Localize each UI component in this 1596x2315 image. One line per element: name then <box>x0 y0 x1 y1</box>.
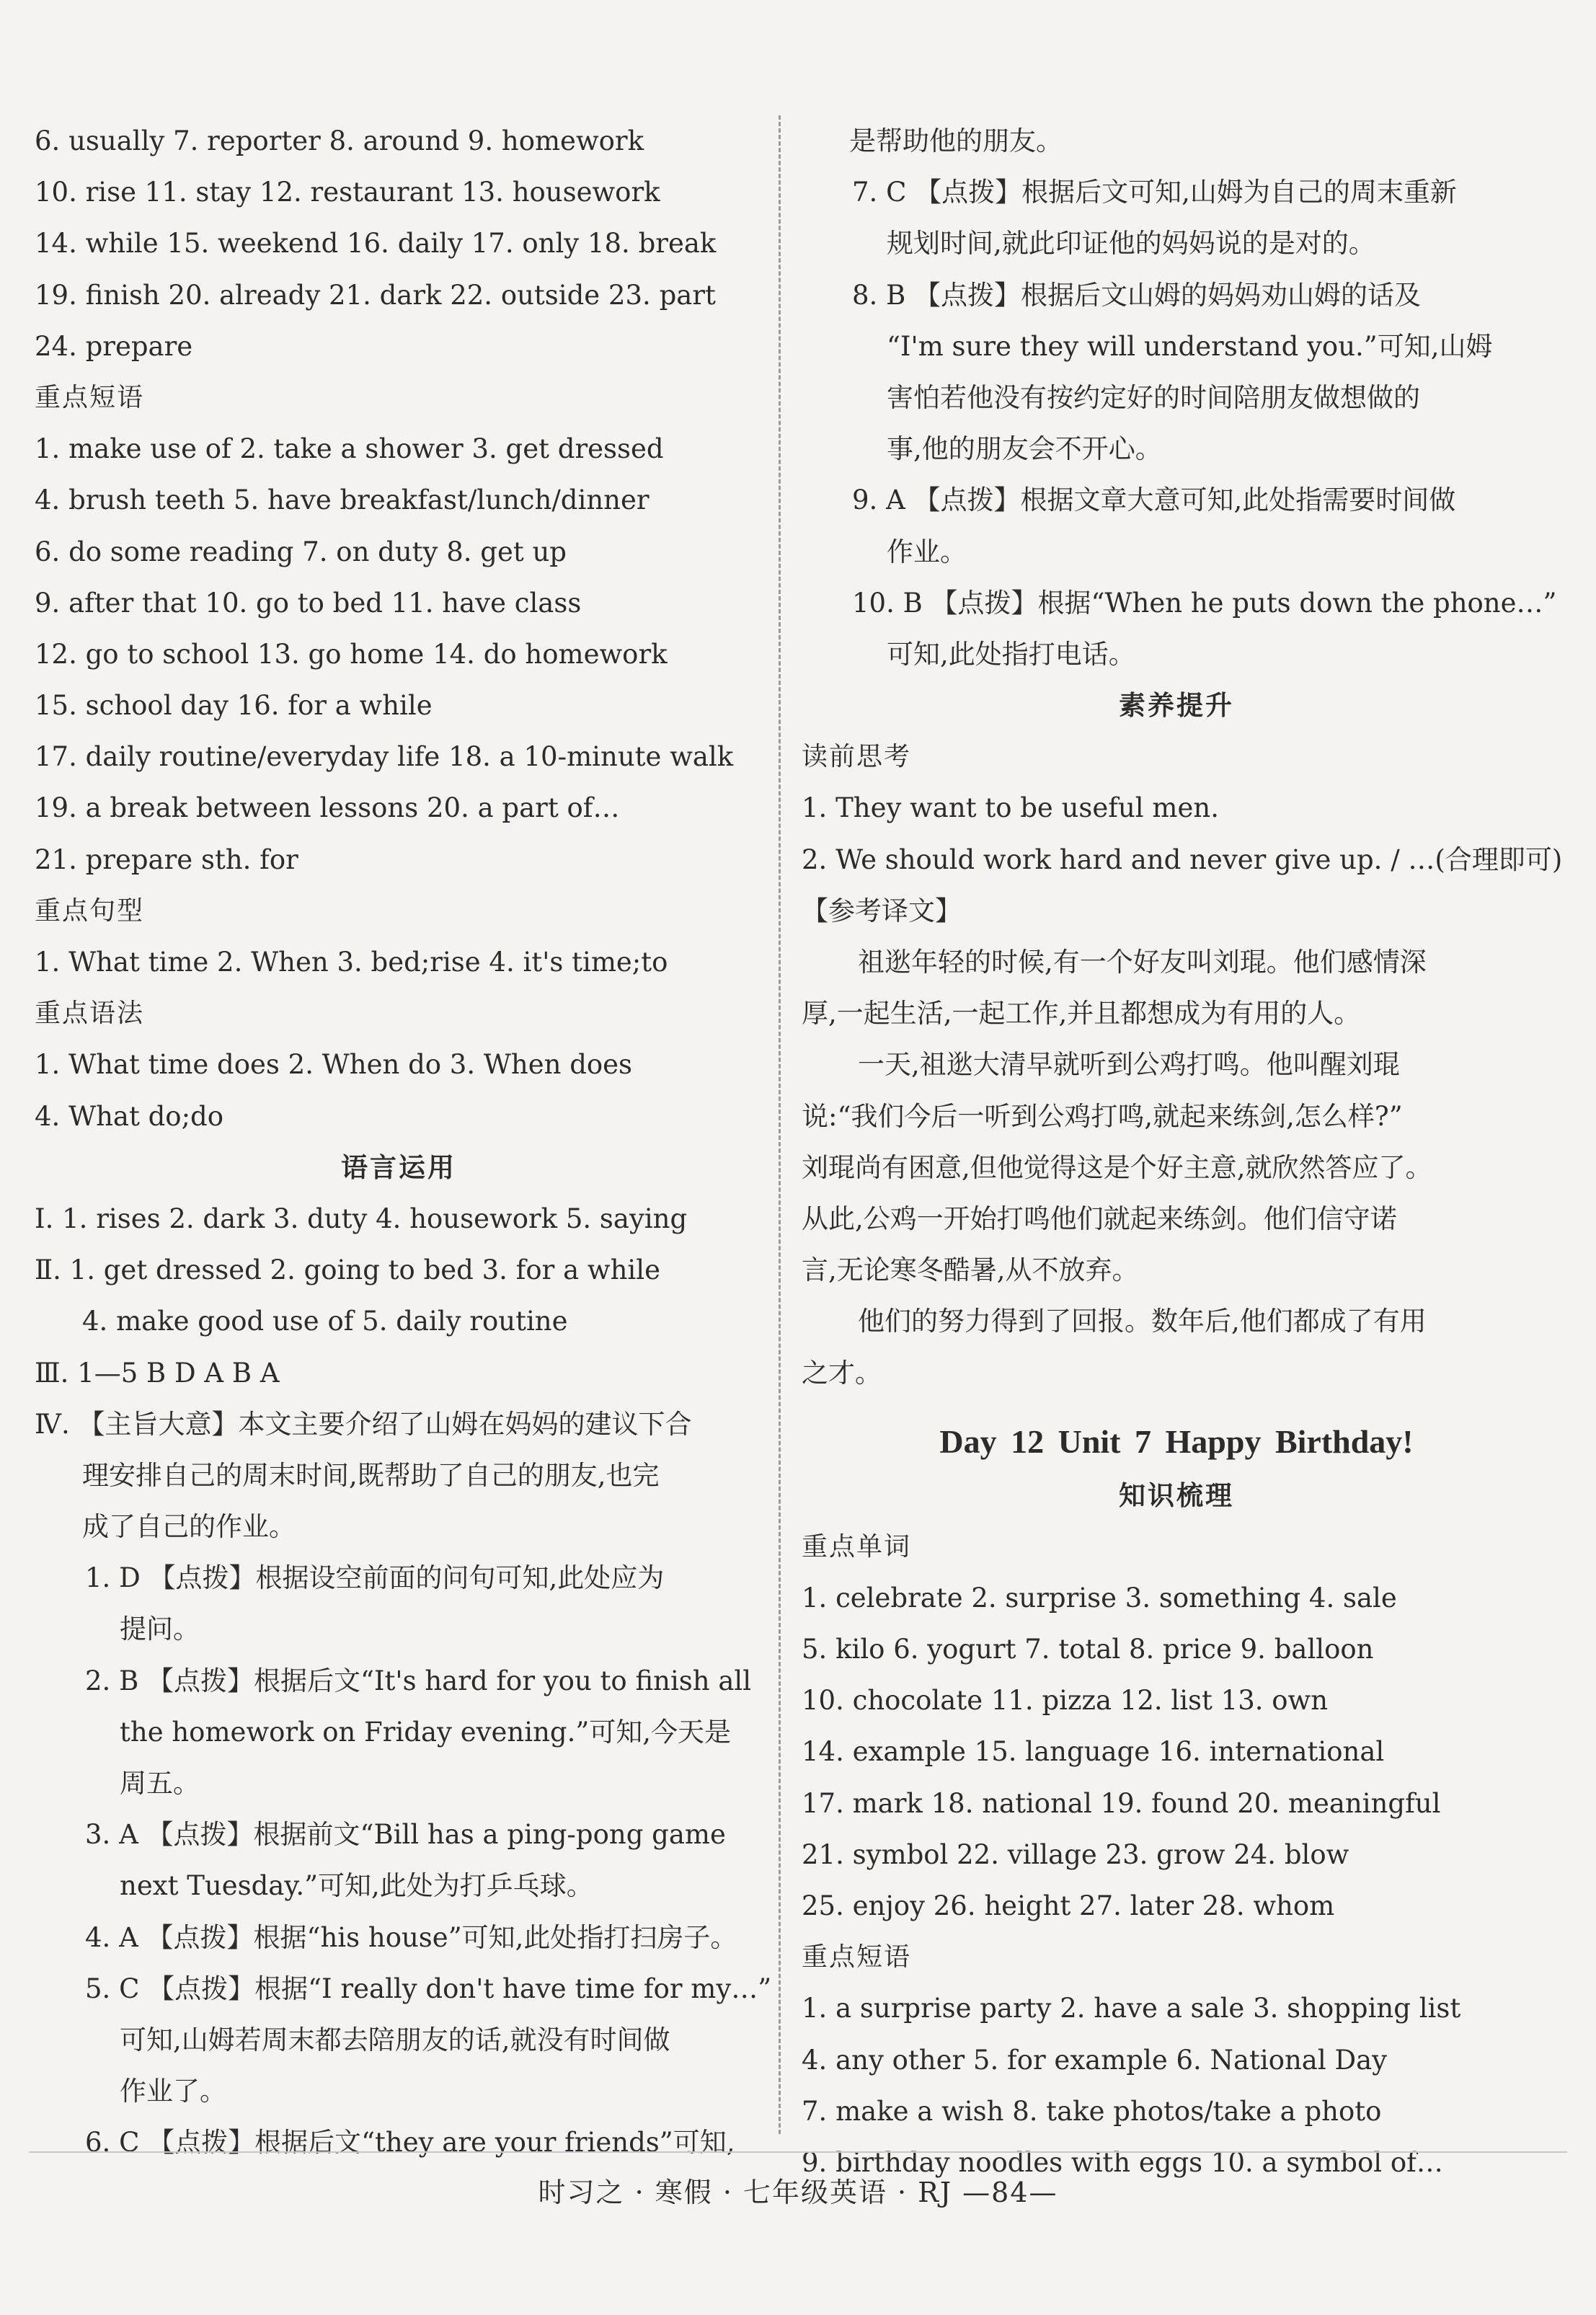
answer-line: “I'm sure they will understand you.”可知,山姆 <box>887 330 1493 362</box>
answer-line: 14. while 15. weekend 16. daily 17. only 18. break <box>35 228 717 260</box>
answer-line: 21. prepare sth. for <box>35 844 298 875</box>
section-heading: 语言运用 <box>341 1151 456 1183</box>
column-divider <box>779 115 781 2134</box>
paragraph-start: 他们的努力得到了回报。数年后,他们都成了有用 <box>858 1306 1427 1337</box>
answer-line: 从此,公鸡一开始打鸣他们就起来练剑。他们信守诺 <box>802 1203 1397 1234</box>
answer-line: 4. brush teeth 5. have breakfast/lunch/dinner <box>35 484 650 516</box>
subsection-heading: 重点句型 <box>35 895 145 926</box>
answer-line: 4. any other 5. for example 6. National Day <box>802 2044 1388 2076</box>
answer-line: 19. a break between lessons 20. a part of… <box>35 792 620 824</box>
answer-line: 5. C 【点拨】根据“I really don't have time for my…” <box>85 1973 772 2004</box>
answer-line: 提问。 <box>120 1614 200 1645</box>
answer-line: 说:“我们今后一听到公鸡打鸣,就起来练剑,怎么样?” <box>802 1100 1403 1132</box>
page-footer: 时习之 · 寒假 · 七年级英语 · RJ —84— <box>538 2177 1058 2208</box>
answer-line: 4. A 【点拨】根据“his house”可知,此处指打扫房子。 <box>85 1921 737 1953</box>
answer-line: 6. C 【点拨】根据后文“they are your friends”可知, <box>85 2127 735 2159</box>
answer-line: the homework on Friday evening.”可知,今天是 <box>120 1716 732 1748</box>
answer-line: next Tuesday.”可知,此处为打乒乓球。 <box>120 1870 593 1902</box>
subsection-heading: 读前思考 <box>802 742 912 772</box>
answer-line: 1. a surprise party 2. have a sale 3. shopping list <box>802 1993 1461 2024</box>
answer-line: 是帮助他的朋友。 <box>849 125 1063 156</box>
answer-line: 事,他的朋友会不开心。 <box>887 433 1162 465</box>
subsection-heading: 重点短语 <box>802 1942 912 1973</box>
answer-line: Ⅲ. 1—5 B D A B A <box>35 1357 280 1389</box>
answer-line: 7. C 【点拨】根据后文可知,山姆为自己的周末重新 <box>852 177 1457 208</box>
right-column <box>802 115 1563 2188</box>
paragraph-start: 一天,祖逖大清早就听到公鸡打鸣。他叫醒刘琨 <box>858 1049 1400 1081</box>
paragraph-start: 祖逖年轻的时候,有一个好友叫刘琨。他们感情深 <box>858 947 1427 978</box>
section-heading: 知识梳理 <box>1119 1479 1234 1511</box>
subsection-heading: 重点短语 <box>35 382 145 412</box>
answer-line: 17. daily routine/everyday life 18. a 10-minute walk <box>35 741 734 773</box>
answer-line: 6. do some reading 7. on duty 8. get up <box>35 536 567 567</box>
answer-line: 厚,一起生活,一起工作,并且都想成为有用的人。 <box>802 998 1361 1030</box>
footer-rule <box>29 2151 1567 2153</box>
answer-line: 【参考译文】 <box>802 895 962 926</box>
left-column <box>35 115 772 2169</box>
answer-line: 1. D 【点拨】根据设空前面的问句可知,此处应为 <box>85 1562 665 1594</box>
answer-line: 理安排自己的周末时间,既帮助了自己的朋友,也完 <box>82 1459 660 1491</box>
answer-line: 1. make use of 2. take a shower 3. get dressed <box>35 433 664 465</box>
answer-line: 9. birthday noodles with eggs 10. a symbol of… <box>802 2146 1443 2178</box>
answer-line: 1. What time 2. When 3. bed;rise 4. it's time;to <box>35 947 668 978</box>
answer-line: 3. A 【点拨】根据前文“Bill has a ping-pong game <box>85 1819 726 1851</box>
answer-line: 14. example 15. language 16. international <box>802 1736 1385 1768</box>
answer-line: 9. after that 10. go to bed 11. have class <box>35 587 582 619</box>
answer-line: 作业。 <box>887 536 967 567</box>
section-heading: 素养提升 <box>1119 690 1234 722</box>
answer-line: 1. What time does 2. When do 3. When does <box>35 1049 633 1081</box>
answer-line: 21. symbol 22. village 23. grow 24. blow <box>802 1838 1349 1870</box>
answer-line: 6. usually 7. reporter 8. around 9. homework <box>35 125 644 156</box>
answer-line: 刘琨尚有困意,但他觉得这是个好主意,就欣然答应了。 <box>802 1151 1432 1183</box>
subsection-heading: 重点语法 <box>35 999 145 1029</box>
answer-line: 12. go to school 13. go home 14. do homework <box>35 638 668 670</box>
answer-line: 1. celebrate 2. surprise 3. something 4. sale <box>802 1582 1397 1614</box>
answer-line: 10. rise 11. stay 12. restaurant 13. housework <box>35 177 660 208</box>
answer-line: 成了自己的作业。 <box>82 1511 296 1543</box>
answer-line: 4. make good use of 5. daily routine <box>82 1306 568 1337</box>
answer-line: 规划时间,就此印证他的妈妈说的是对的。 <box>887 228 1375 260</box>
answer-line: 2. B 【点拨】根据后文“It's hard for you to finish all <box>85 1665 752 1696</box>
day-unit-title: Day 12 Unit 7 Happy Birthday! <box>939 1422 1414 1460</box>
answer-line: 24. prepare <box>35 330 193 362</box>
answer-line: 25. enjoy 26. height 27. later 28. whom <box>802 1890 1335 1921</box>
answer-line: 可知,山姆若周末都去陪朋友的话,就没有时间做 <box>120 2024 670 2055</box>
answer-line: 8. B 【点拨】根据后文山姆的妈妈劝山姆的话及 <box>852 279 1422 311</box>
answer-line: 7. make a wish 8. take photos/take a photo <box>802 2095 1382 2127</box>
subsection-heading: 重点单词 <box>802 1531 912 1562</box>
answer-line: 5. kilo 6. yogurt 7. total 8. price 9. balloon <box>802 1634 1374 1665</box>
answer-line: 1. They want to be useful men. <box>802 792 1219 824</box>
answer-line: 19. finish 20. already 21. dark 22. outside 23. part <box>35 279 716 311</box>
answer-line: Ⅳ. 【主旨大意】本文主要介绍了山姆在妈妈的建议下合 <box>35 1408 692 1440</box>
answer-line: Ⅰ. 1. rises 2. dark 3. duty 4. housework 5. saying <box>35 1203 688 1234</box>
answer-line: 言,无论寒冬酷暑,从不放弃。 <box>802 1254 1139 1286</box>
answer-line: 作业了。 <box>120 2076 226 2107</box>
answer-line: 可知,此处指打电话。 <box>887 638 1135 670</box>
answer-line: 周五。 <box>120 1768 200 1799</box>
answer-line: 之才。 <box>802 1357 882 1389</box>
answer-line: 10. chocolate 11. pizza 12. list 13. own <box>802 1685 1329 1717</box>
answer-line: 害怕若他没有按约定好的时间陪朋友做想做的 <box>887 381 1420 413</box>
answer-line: Ⅱ. 1. get dressed 2. going to bed 3. for a while <box>35 1254 660 1286</box>
answer-line: 17. mark 18. national 19. found 20. meaningful <box>802 1787 1441 1819</box>
answer-line: 2. We should work hard and never give up. / …(合理即可) <box>802 844 1563 875</box>
answer-line: 15. school day 16. for a while <box>35 690 433 722</box>
answer-line: 4. What do;do <box>35 1100 223 1132</box>
answer-line: 9. A 【点拨】根据文章大意可知,此处指需要时间做 <box>852 484 1456 516</box>
answer-line: 10. B 【点拨】根据“When he puts down the phone…” <box>852 587 1557 619</box>
